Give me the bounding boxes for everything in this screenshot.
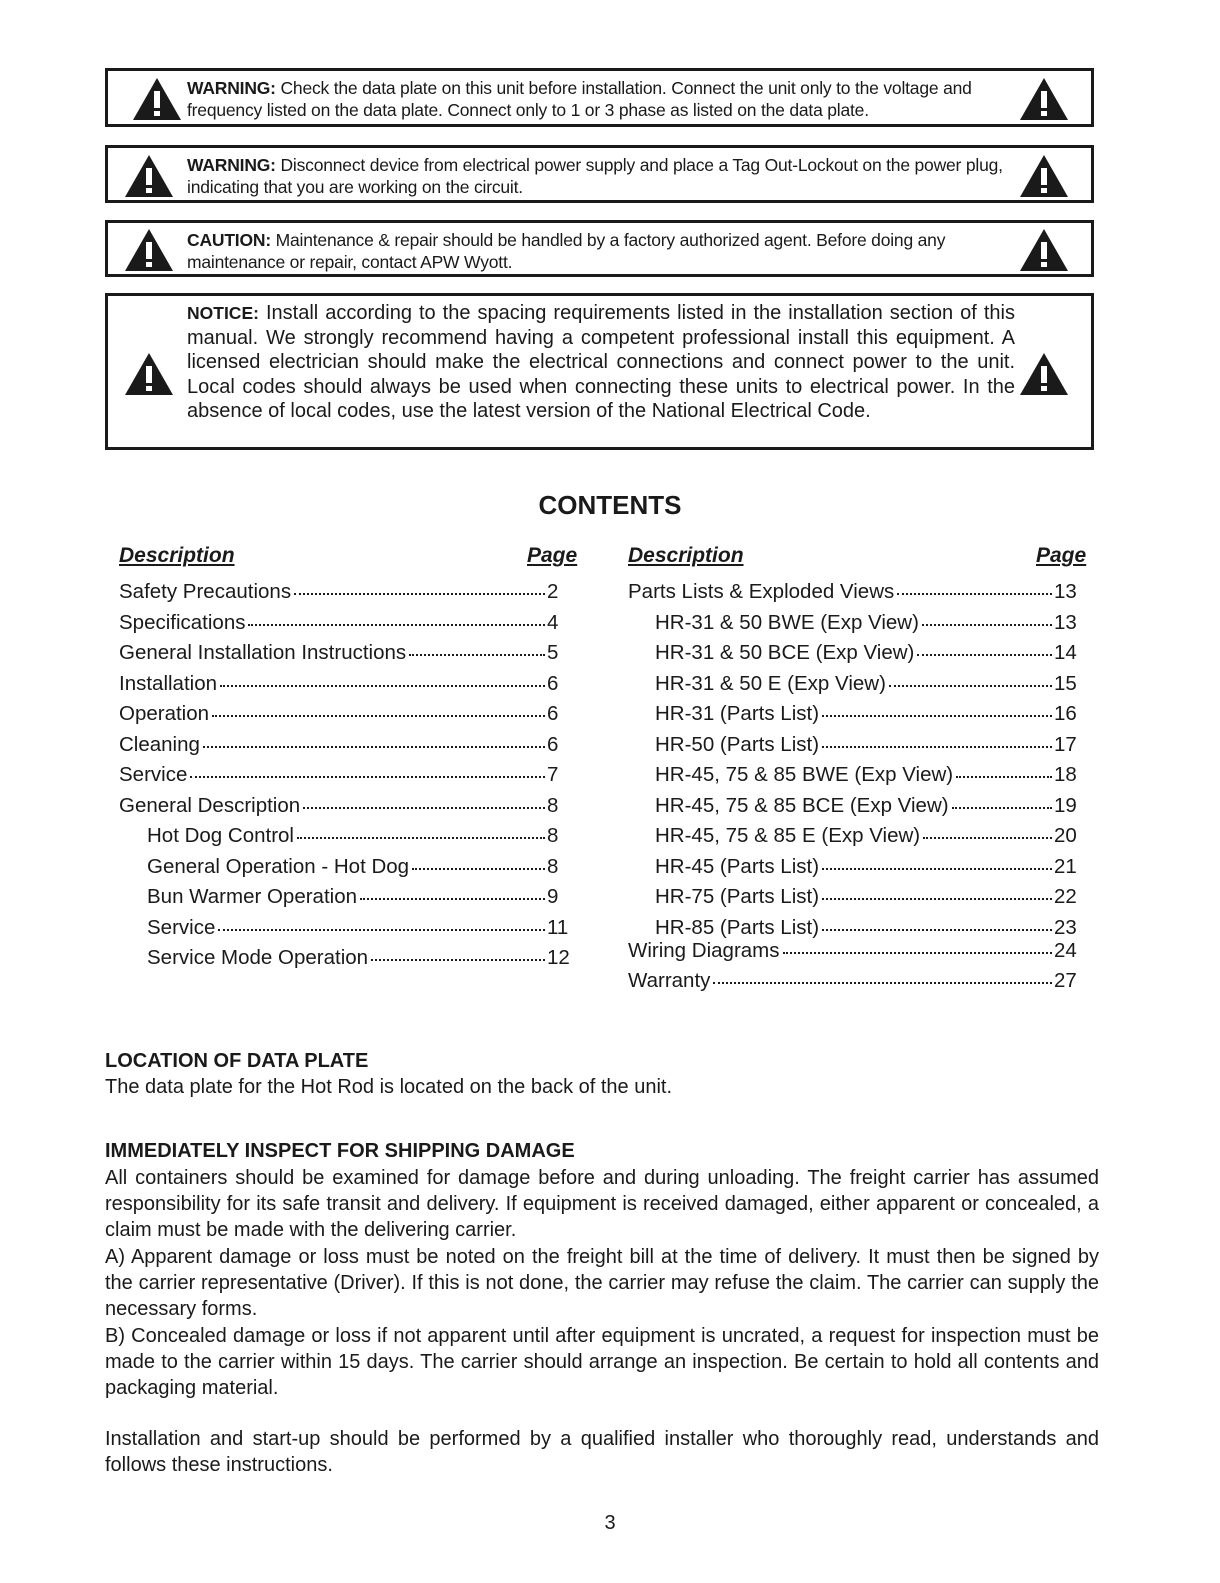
toc-entry (655, 855, 1080, 879)
warning-box-voltage (105, 68, 1094, 127)
data-plate-text: The data plate for the Hot Rod is located on the back of the unit. (105, 1076, 673, 1098)
warning-triangle-icon (124, 154, 174, 198)
toc-entry-page: 22 (1054, 885, 1077, 908)
toc-entry-page: 13 (1054, 610, 1077, 634)
toc-entry (655, 916, 1080, 940)
toc-entry-label: Hot Dog Control (147, 824, 294, 847)
data-plate-heading: LOCATION OF DATA PLATE (105, 1050, 369, 1072)
toc-leader-dots (822, 929, 1052, 931)
toc-entry-label: Service (119, 763, 188, 786)
toc-leader-dots (889, 685, 1052, 687)
warning-triangle-icon (124, 228, 174, 272)
toc-entry-page: 4 (547, 610, 559, 634)
shipping-damage-heading: IMMEDIATELY INSPECT FOR SHIPPING DAMAGE (105, 1140, 575, 1162)
toc-leader-dots (956, 776, 1052, 778)
warning-box-disconnect (105, 145, 1094, 203)
toc-entry (655, 641, 1080, 665)
toc-entry (655, 885, 1080, 909)
installation-note: Installation and start-up should be performed by a qualified installer who thoroughly read, understands and follows these instructions. (105, 1428, 1099, 1476)
notice-box (105, 293, 1094, 450)
toc-leader-dots (371, 959, 545, 961)
toc-entry-label: Warranty (628, 969, 711, 992)
shipping-paragraph-1: All containers should be examined for damage before and during unloading. The freight carrier has assumed responsibility for its safe transit and delivery. If equipment is received damaged, either apparent or concealed, a claim must be made with the delivering carrier. (105, 1167, 1099, 1241)
toc-entry-page: 18 (1054, 763, 1077, 786)
toc-leader-dots (822, 868, 1052, 870)
toc-entry-page: 6 (547, 671, 559, 695)
toc-entry-label: Specifications (119, 610, 246, 634)
toc-entry-page: 6 (547, 732, 559, 756)
toc-entry-label: Parts Lists & Exploded Views (628, 580, 895, 603)
toc-leader-dots (897, 593, 1052, 595)
toc-entry-page: 24 (1054, 939, 1077, 962)
toc-entry-label: HR-31 & 50 E (Exp View) (655, 671, 886, 695)
toc-entry (119, 733, 573, 757)
toc-entry-label: General Operation - Hot Dog (147, 854, 410, 878)
page-number: 3 (604, 1512, 616, 1534)
toc-leader-dots (294, 593, 545, 595)
toc-leader-dots (822, 746, 1052, 748)
caution-text: CAUTION: Maintenance & repair should be handled by a factory authorized agent. Before doing any maintenance or repair, contact APW Wyott. (187, 230, 946, 272)
toc-entry (655, 763, 1080, 787)
toc-entry-label: Cleaning (119, 732, 200, 756)
toc-leader-dots (713, 982, 1052, 984)
toc-entry (147, 916, 573, 940)
toc-entry (628, 939, 1080, 963)
warning-triangle-icon (1019, 352, 1069, 396)
toc-entry-page: 13 (1054, 580, 1077, 603)
toc-leader-dots (212, 715, 545, 717)
warning-triangle-icon (132, 77, 182, 121)
toc-leader-dots (822, 715, 1052, 717)
toc-entry (119, 794, 573, 818)
warning-triangle-icon (124, 352, 174, 396)
toc-leader-dots (248, 624, 545, 626)
toc-leader-dots (822, 898, 1052, 900)
warning-triangle-icon (1019, 228, 1069, 272)
warning-text: WARNING: Check the data plate on this unit before installation. Connect the unit only to the voltage and frequency listed on the data plate. Connect only to 1 or 3 phase as listed on the data plate. (187, 78, 972, 120)
toc-entry-label: HR-31 & 50 BWE (Exp View) (655, 610, 919, 634)
toc-leader-dots (360, 898, 545, 900)
toc-entry (119, 702, 573, 726)
toc-entry-label: HR-45, 75 & 85 BWE (Exp View) (655, 763, 954, 786)
toc-entry (655, 672, 1080, 696)
toc-entry (147, 824, 573, 848)
toc-leader-dots (409, 654, 545, 656)
toc-entry (119, 672, 573, 696)
toc-entry-page: 27 (1054, 969, 1077, 992)
toc-leader-dots (297, 837, 545, 839)
toc-entry-label: HR-45, 75 & 85 E (Exp View) (655, 824, 921, 847)
toc-entry-label: HR-50 (Parts List) (655, 732, 820, 756)
toc-entry-page: 12 (547, 946, 570, 969)
toc-entry (119, 763, 573, 787)
toc-entry-page: 9 (547, 885, 559, 908)
toc-entry (119, 641, 573, 665)
toc-leader-dots (922, 624, 1052, 626)
toc-entry-page: 14 (1054, 641, 1077, 664)
toc-entry-page: 20 (1054, 824, 1077, 847)
toc-leader-dots (220, 685, 545, 687)
toc-leader-dots (218, 929, 545, 931)
toc-entry-label: General Description (119, 793, 301, 817)
toc-entry-page: 17 (1054, 732, 1077, 756)
contents-title: CONTENTS (538, 490, 682, 520)
toc-entry (119, 611, 573, 635)
toc-entry-label: Bun Warmer Operation (147, 885, 358, 908)
toc-entry (147, 885, 573, 909)
toc-entry-page: 11 (547, 915, 569, 939)
toc-entry (655, 702, 1080, 726)
toc-entry-page: 23 (1054, 915, 1077, 939)
toc-leader-dots (783, 952, 1053, 954)
toc-entry-label: HR-45 (Parts List) (655, 854, 820, 878)
shipping-paragraph-3: B) Concealed damage or loss if not apparent until after equipment is uncrated, a request for inspection must be made to the carrier within 15 days. The carrier should arrange an inspection. Be certain to hold all contents and packaging material. (105, 1325, 1099, 1399)
toc-leader-dots (190, 776, 545, 778)
toc-entry-page: 5 (547, 641, 559, 664)
toc-entry-label: HR-85 (Parts List) (655, 915, 820, 939)
toc-entry-label: HR-31 (Parts List) (655, 702, 820, 725)
toc-entry-label: HR-45, 75 & 85 BCE (Exp View) (655, 793, 949, 817)
toc-left-description-header: Description (119, 544, 235, 567)
toc-entry-label: Operation (119, 702, 210, 725)
warning-triangle-icon (1019, 77, 1069, 121)
toc-entry-label: Safety Precautions (119, 580, 292, 603)
toc-leader-dots (303, 807, 545, 809)
toc-entry (119, 580, 573, 604)
toc-entry (628, 969, 1080, 993)
toc-entry (655, 733, 1080, 757)
toc-entry (147, 855, 573, 879)
toc-entry-page: 21 (1054, 854, 1077, 878)
toc-entry-label: Wiring Diagrams (628, 939, 780, 962)
toc-leader-dots (917, 654, 1052, 656)
toc-entry-page: 19 (1054, 793, 1077, 817)
toc-entry-label: Service Mode Operation (147, 946, 369, 969)
toc-leader-dots (923, 837, 1052, 839)
toc-entry-page: 16 (1054, 702, 1077, 725)
toc-entry (655, 824, 1080, 848)
toc-entry-page: 15 (1054, 671, 1077, 695)
toc-entry-label: Service (147, 915, 216, 939)
toc-right-page-header: Page (1036, 544, 1087, 567)
warning-text: WARNING: Disconnect device from electrical power supply and place a Tag Out-Lockout on the power plug, indicating that you are working on the circuit. (187, 155, 1003, 197)
toc-right-description-header: Description (628, 544, 744, 567)
toc-entry-label: HR-75 (Parts List) (655, 885, 820, 908)
toc-entry (655, 611, 1080, 635)
caution-box (105, 220, 1094, 277)
warning-triangle-icon (1019, 154, 1069, 198)
notice-text: NOTICE: Install according to the spacing requirements listed in the installation section of this manual. We strongly recommend having a competent professional install this equipment. A licensed electrician should make the electrical connections and connect power to the unit. Local codes should always be used when connecting these units to electrical power. In the absence of local codes, use the latest version of the National Electrical Code. (187, 302, 1015, 422)
toc-leader-dots (412, 868, 545, 870)
shipping-paragraph-2: A) Apparent damage or loss must be noted on the freight bill at the time of delivery. It must then be signed by the carrier representative (Driver). If this is not done, the carrier may refuse the claim. The carrier can supply the necessary forms. (105, 1246, 1099, 1320)
toc-entry-page: 2 (547, 580, 559, 603)
toc-entry-label: Installation (119, 671, 218, 695)
toc-entry-page: 7 (547, 763, 559, 786)
toc-left-page-header: Page (527, 544, 578, 567)
toc-entry-page: 8 (547, 824, 559, 847)
toc-leader-dots (952, 807, 1052, 809)
toc-entry (147, 946, 573, 970)
toc-entry (628, 580, 1080, 604)
toc-entry-page: 6 (547, 702, 559, 725)
toc-entry-page: 8 (547, 793, 559, 817)
toc-entry-label: HR-31 & 50 BCE (Exp View) (655, 641, 915, 664)
toc-entry-page: 8 (547, 854, 559, 878)
toc-entry-label: General Installation Instructions (119, 641, 407, 664)
toc-entry (655, 794, 1080, 818)
toc-leader-dots (203, 746, 545, 748)
